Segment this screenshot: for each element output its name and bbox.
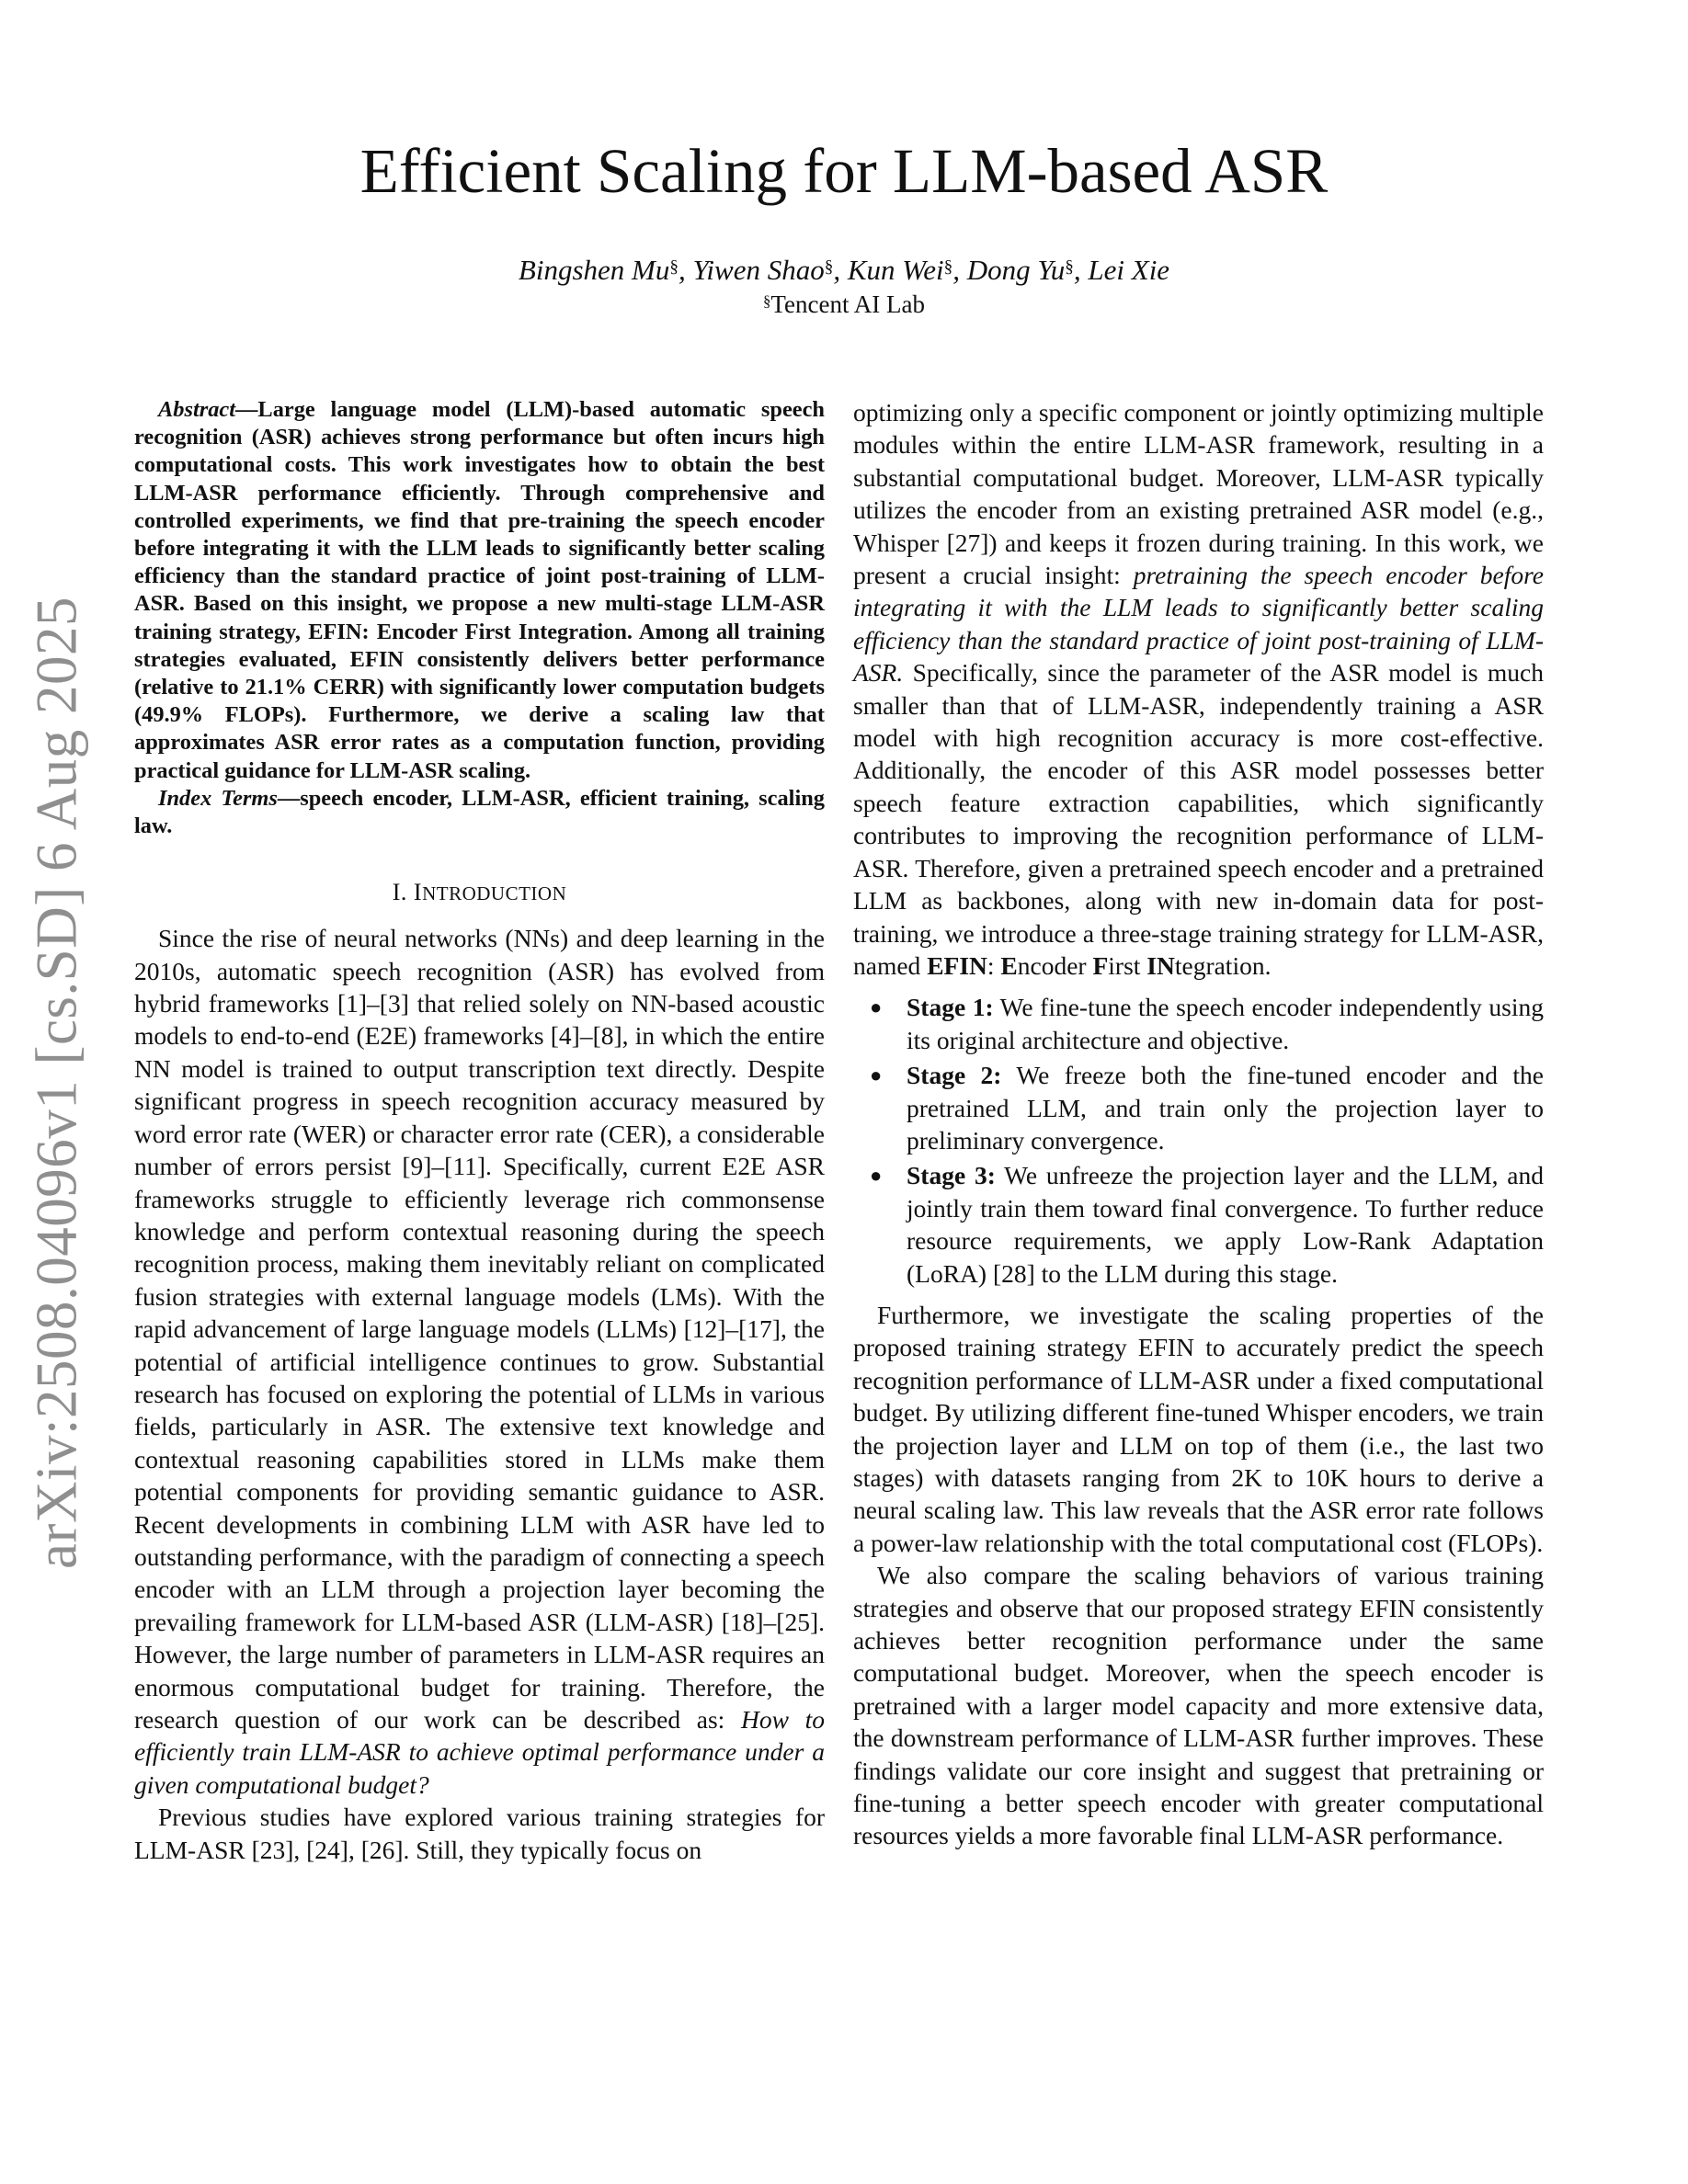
author-list — [0, 254, 1688, 287]
index-terms-label: Index Terms — [158, 785, 278, 811]
author: Bingshen Mu§, — [518, 254, 693, 286]
section-heading-introduction: I. INTRODUCTION — [392, 879, 567, 906]
author: Lei Xie — [1088, 254, 1170, 286]
affiliation: §Tencent AI Lab — [763, 290, 925, 318]
stage-item: ● Stage 1: We fine-tune the speech encoder independently using its original architecture and objective. — [870, 993, 1544, 1054]
key-insight: pretraining the speech encoder before integrating it with the LLM leads to significantly better scaling efficiency than the standard practice of joint post-training of LLM-ASR. — [853, 561, 1545, 688]
bullet-icon: ● — [870, 1064, 883, 1087]
intro-paragraph-1: Since the rise of neural networks (NNs) and deep learning in the 2010s, automatic speech recognition (ASR) has evolved from hybrid frameworks [1]–[3] that relied solely on NN-based acoustic models to end-to-end (E2E) frameworks [4]–[8], in which the entire NN model is trained to output transcription text directly. Despite significant progress in speech recognition accuracy measured by word error rate (WER) or character error rate (CER), a considerable number of errors persist [9]–[11]. Specifically, current E2E ASR frameworks struggle to efficiently leverage rich commonsense knowledge and perform contextual reasoning during the speech recognition process, making them inevitably reliant on complicated fusion strategies with external language models (LMs). With the rapid advancement of large language models (LLMs) [12]–[17], the potential of artificial intelligence continues to grow. Substantial research has focused on exploring the potential of LLMs in various fields, particularly in ASR. The extensive text knowledge and contextual reasoning capabilities stored in LLMs make them potential components for providing semantic guidance to ASR. Recent developments in combining LLM with ASR have led to outstanding performance, with the paradigm of connecting a speech encoder with an LLM through a projection layer becoming the prevailing framework for LLM-based ASR (LLM-ASR) [18]–[25]. However, the large number of parameters in LLM-ASR requires an enormous computational budget for training. Therefore, the research question of our work can be described as: How to efficiently train LLM-ASR to achieve optimal performance under a given computational budget? — [134, 924, 826, 1799]
bullet-icon: ● — [870, 995, 883, 1019]
stage-item: ● Stage 2: We freeze both the fine-tuned encoder and the pretrained LLM, and train only the projection layer to preliminary convergence. — [870, 1061, 1544, 1155]
arxiv-identifier: arXiv:2508.04096v1 [cs.SD] 6 Aug 2025 — [24, 597, 89, 1569]
right-paragraph-2: Furthermore, we investigate the scaling properties of the proposed training strategy EFIN to accurately predict the speech recognition performance of LLM-ASR under a fixed computational budget. By utilizing different fine-tuned Whisper encoders, we train the projection layer and LLM on top of them (i.e., the last two stages) with datasets ranging from 2K to 10K hours to derive a neural scaling law. This law reveals that the ASR error rate follows a power-law relationship with the total computational cost (FLOPs). — [853, 1300, 1544, 1557]
author: Dong Yu§, — [966, 254, 1089, 286]
index-terms — [134, 785, 825, 840]
paper-title: Efficient Scaling for LLM-based ASR — [359, 136, 1329, 206]
stage-list — [853, 991, 1544, 1290]
right-paragraph-3: We also compare the scaling behaviors of various training strategies and observe that our proposed strategy EFIN consistently achieves better recognition performance under the same computational budget. Moreover, when the speech encoder is pretrained with a larger model capacity and more extensive data, the downstream performance of LLM-ASR further improves. These findings validate our core insight and suggest that pretraining or fine-tuning a better speech encoder with greater computational resources yields a more favorable final LLM-ASR performance. — [853, 1561, 1544, 1850]
bullet-icon: ● — [870, 1164, 883, 1188]
intro-paragraph-2: Previous studies have explored various training strategies for LLM-ASR [23], [24], [26]. Still, they typically focus on — [134, 1803, 825, 1864]
author: Yiwen Shao§, — [692, 254, 848, 286]
index-terms-text: —speech encoder, LLM-ASR, efficient training, scaling law. — [134, 785, 825, 839]
abstract-label: Abstract — [158, 397, 236, 422]
author: Kun Wei§, — [847, 254, 967, 286]
left-column — [134, 396, 825, 1866]
right-column — [853, 396, 1544, 1852]
abstract — [134, 396, 825, 785]
stage-item: ● Stage 3: We unfreeze the projection layer and the LLM, and jointly train them toward final convergence. To further reduce resource requirements, we apply Low-Rank Adaptation (LoRA) [28] to the LLM during this stage. — [870, 1161, 1544, 1288]
research-question: How to efficiently train LLM-ASR to achieve optimal performance under a given computational budget? — [134, 1705, 826, 1799]
abstract-text: —Large language model (LLM)-based automatic speech recognition (ASR) achieves strong performance but often incurs high computational costs. This work investigates how to obtain the best LLM-ASR performance efficiently. Through comprehensive and controlled experiments, we find that pre-training the speech encoder before integrating it with the LLM leads to significantly better scaling efficiency than the standard practice of joint post-training of LLM-ASR. Based on this insight, we propose a new multi-stage LLM-ASR training strategy, EFIN: Encoder First Integration. Among all training strategies evaluated, EFIN consistently delivers better performance (relative to 21.1% CERR) with significantly lower computation budgets (49.9% FLOPs). Furthermore, we derive a scaling law that approximates ASR error rates as a computation function, providing practical guidance for LLM-ASR scaling. — [134, 397, 825, 783]
right-paragraph-1: optimizing only a specific component or jointly optimizing multiple modules within the entire LLM-ASR framework, resulting in a substantial computational budget. Moreover, LLM-ASR typically utilizes the encoder from an existing pretrained ASR model (e.g., Whisper [27]) and keeps it frozen during training. In this work, we present a crucial insight: pretraining the speech encoder before integrating it with the LLM leads to significantly better scaling efficiency than the standard practice of joint post-training of LLM-ASR. Specifically, since the parameter of the ASR model is much smaller than that of LLM-ASR, independently training a ASR model with high recognition accuracy is more cost-effective. Additionally, the encoder of this ASR model possesses better speech feature extraction capabilities, which significantly contributes to improving the recognition performance of LLM-ASR. Therefore, given a pretrained speech encoder and a pretrained LLM as backbones, along with new in-domain data for post-training, we introduce a three-stage training strategy for LLM-ASR, named EFIN: Encoder First INtegration. — [853, 398, 1545, 980]
